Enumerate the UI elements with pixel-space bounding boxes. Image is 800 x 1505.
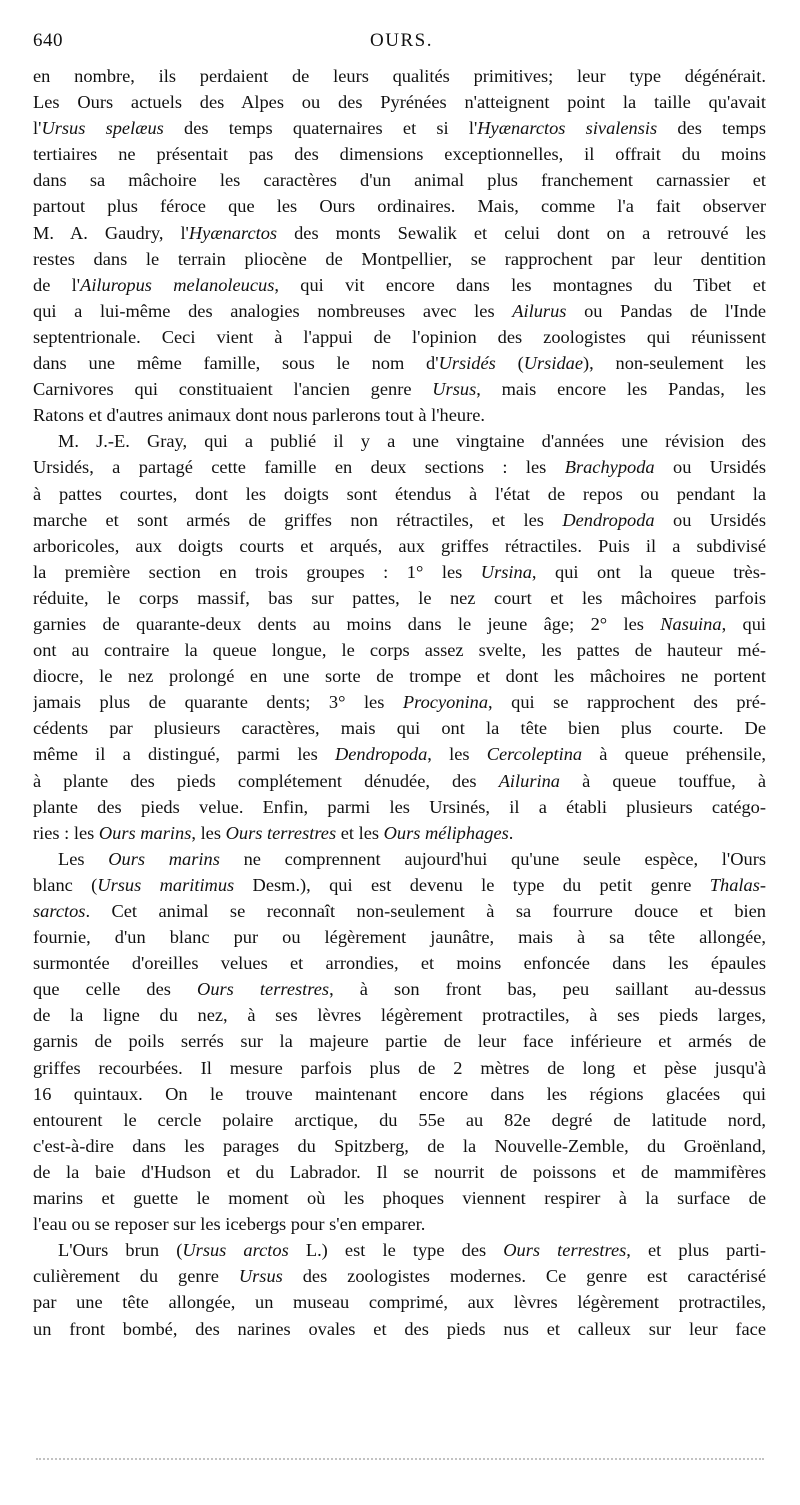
body-text (33, 63, 766, 1342)
text-line: Ursidés, a partagé cette famille en deux sections : les Brachypoda ou Ursidés (33, 457, 766, 478)
text-line: dans une même famille, sous le nom d'Ursidés (Ursidae), non-seulement les (33, 353, 766, 374)
text-line: M. J.-E. Gray, qui a publié il y a une vingtaine d'années une révision des (58, 431, 766, 452)
text-line: septentrionale. Ceci vient à l'appui de l'opinion des zoologistes qui réunissent (33, 326, 766, 347)
text-line: sarctos. Cet animal se reconnaît non-seulement à sa fourrure douce et bien (33, 901, 766, 921)
text-line: en nombre, ils perdaient de leurs qualités primitives; leur type dégénérait. (33, 66, 766, 86)
text-line: de la baie d'Hudson et du Labrador. Il se nourrit de poissons et de mammifères (33, 1161, 766, 1182)
text-line: à plante des pieds complétement dénudée, des Ailurina à queue touffue, à (33, 770, 766, 791)
text-line: cédents par plusieurs caractères, mais qui ont la tête bien plus courte. De (33, 718, 766, 739)
running-title: OURS. (370, 30, 433, 51)
text-line: plante des pieds velue. Enfin, parmi les Ursinés, il a établi plusieurs catégo- (33, 796, 766, 817)
text-line: jamais plus de quarante dents; 3° les Procyonina, qui se rapprochent des pré- (33, 692, 766, 713)
text-line: qui a lui-même des analogies nombreuses avec les Ailurus ou Pandas de l'Inde (33, 300, 766, 321)
text-line: dans sa mâchoire les caractères d'un animal plus franchement carnassier et (33, 170, 766, 191)
text-line: un front bombé, des narines ovales et des pieds nus et calleux sur leur face (33, 1318, 766, 1339)
text-line: entourent le cercle polaire arctique, du 55e au 82e degré de latitude nord, (33, 1109, 766, 1130)
text-line: Carnivores qui constituaient l'ancien genre Ursus, mais encore les Pandas, les (33, 379, 766, 400)
text-line: restes dans le terrain pliocène de Montpellier, se rapprochent par leur dentition (33, 248, 766, 269)
footer-dotted-rule (36, 1458, 764, 1464)
text-line: ont au contraire la queue longue, le corps assez svelte, les pattes de hauteur mé- (33, 640, 766, 661)
text-line: Les Ours marins ne comprennent aujourd'hui qu'une seule espèce, l'Ours (58, 848, 766, 869)
text-line: 16 quintaux. On le trouve maintenant encore dans les régions glacées qui (33, 1083, 766, 1104)
text-line: à pattes courtes, dont les doigts sont étendus à l'état de repos ou pendant la (33, 483, 766, 504)
text-line: Les Ours actuels des Alpes ou des Pyrénées n'atteignent point la taille qu'avait (33, 92, 766, 113)
text-line: diocre, le nez prolongé en une sorte de trompe et dont les mâchoires ne portent (33, 666, 766, 687)
text-line: culièrement du genre Ursus des zoologistes modernes. Ce genre est caractérisé (33, 1266, 766, 1287)
text-line: fournie, d'un blanc pur ou légèrement jaunâtre, mais à sa tête allongée, (33, 927, 766, 948)
text-line: ries : les Ours marins, les Ours terrestres et les Ours méliphages. (33, 822, 514, 843)
text-line: la première section en trois groupes : 1° les Ursina, qui ont la queue très- (33, 561, 766, 582)
text-line: surmontée d'oreilles velues et arrondies, et moins enfoncée dans les épaules (33, 953, 766, 974)
text-line: griffes recourbées. Il mesure parfois plus de 2 mètres de long et pèse jusqu'à (33, 1057, 766, 1078)
text-line: l'eau ou se reposer sur les icebergs pour s'en emparer. (33, 1214, 426, 1235)
text-line: l'Ursus spelæus des temps quaternaires et si l'Hyænarctos sivalensis des temps (33, 118, 766, 139)
text-line: garnies de quarante-deux dents au moins dans le jeune âge; 2° les Nasuina, qui (33, 613, 766, 634)
text-line: réduite, le corps massif, bas sur pattes, le nez court et les mâchoires parfois (33, 587, 766, 608)
text-line: tertiaires ne présentait pas des dimensions exceptionnelles, il offrait du moins (33, 144, 766, 165)
text-line: marche et sont armés de griffes non rétractiles, et les Dendropoda ou Ursidés (33, 509, 766, 530)
text-line: marins et guette le moment où les phoques viennent respirer à la surface de (33, 1188, 766, 1209)
text-line: partout plus féroce que les Ours ordinaires. Mais, comme l'a fait observer (33, 196, 766, 217)
page-number: 640 (33, 30, 63, 51)
text-line: blanc (Ursus maritimus Desm.), qui est devenu le type du petit genre Thalas- (33, 874, 766, 895)
text-line: de l'Ailuropus melanoleucus, qui vit encore dans les montagnes du Tibet et (33, 274, 766, 295)
page-header (33, 30, 770, 60)
text-line: c'est-à-dire dans les parages du Spitzberg, de la Nouvelle-Zemble, du Groënland, (33, 1135, 766, 1156)
text-line: de la ligne du nez, à ses lèvres légèrement protractiles, à ses pieds larges, (33, 1005, 766, 1026)
text-line: garnis de poils serrés sur la majeure partie de leur face inférieure et armés de (33, 1031, 766, 1052)
text-line: arboricoles, aux doigts courts et arqués, aux griffes rétractiles. Puis il a subdivisé (33, 535, 766, 556)
text-line: que celle des Ours terrestres, à son front bas, peu saillant au-dessus (33, 979, 766, 1000)
text-line: par une tête allongée, un museau comprimé, aux lèvres légèrement protractiles, (33, 1292, 766, 1313)
text-line: Ratons et d'autres animaux dont nous parlerons tout à l'heure. (33, 405, 485, 426)
text-line: M. A. Gaudry, l'Hyænarctos des monts Sewalik et celui dont on a retrouvé les (33, 222, 766, 243)
text-line: L'Ours brun (Ursus arctos L.) est le type des Ours terrestres, et plus parti- (58, 1240, 766, 1261)
text-line: même il a distingué, parmi les Dendropoda, les Cercoleptina à queue préhensile, (33, 744, 766, 765)
